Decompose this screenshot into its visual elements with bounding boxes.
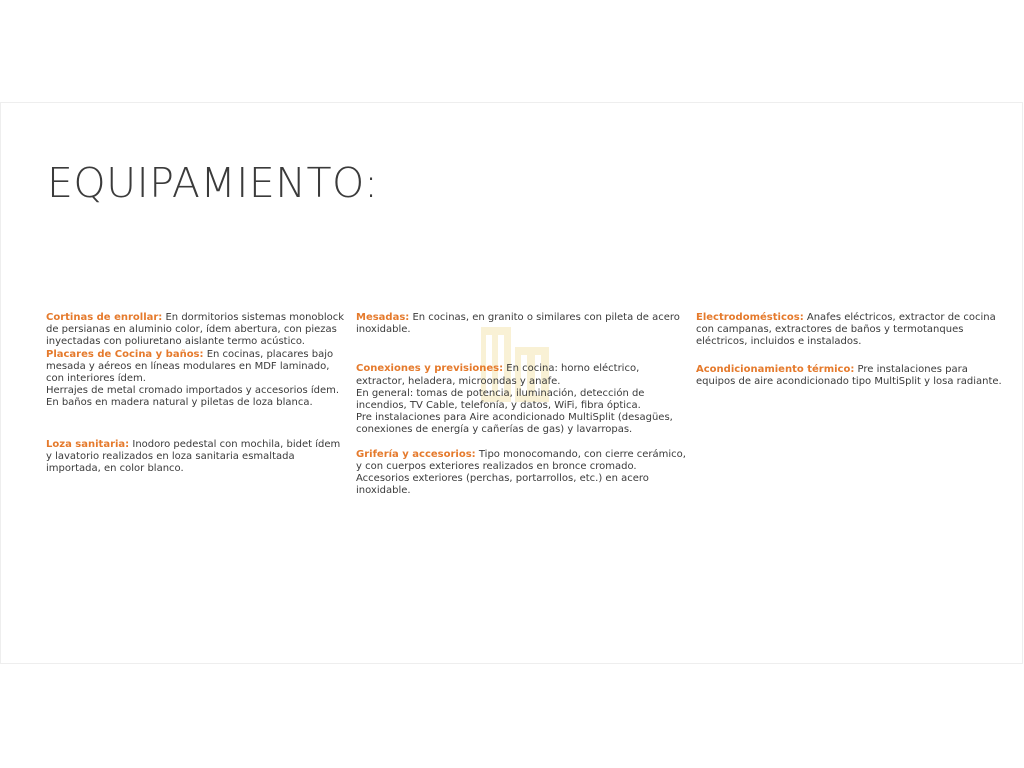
text-placares-1: En cocinas, placares bajo mesada y aéreos en líneas modulares en MDF laminado, con interiores ídem. [46, 348, 334, 385]
heading-conexiones: Conexiones y previsiones: [356, 363, 504, 375]
text-conexiones-2: En general: tomas de potencia, iluminación, detección de incendios, TV Cable, telefonía, y datos, WiFi, fibra óptica. [356, 387, 645, 412]
item-electrodomesticos [696, 312, 1006, 349]
text-cortinas: En dormitorios sistemas monoblock de persianas en aluminio color, ídem abertura, con piezas inyectadas con poliuretano aislante termo acústico. [46, 312, 345, 348]
text-electrodomesticos: Anafes eléctricos, extractor de cocina con campanas, extractores de baños y termotanques eléctricos, incluidos e instalados. [696, 312, 996, 348]
heading-mesadas: Mesadas: [356, 312, 410, 323]
slide [0, 102, 1023, 664]
column-left [46, 312, 346, 475]
item-conexiones [356, 363, 688, 436]
text-placares-3: En baños en madera natural y piletas de loza blanca. [46, 397, 313, 409]
text-placares-2: Herrajes de metal cromado importados y accesorios ídem. [46, 385, 340, 397]
text-acondicionamiento: Pre instalaciones para equipos de aire acondicionado tipo MultiSplit y losa radiante. [696, 363, 1002, 387]
text-conexiones-1: En cocina: horno eléctrico, extractor, heladera, microondas y anafe. [356, 363, 640, 387]
heading-electrodomesticos: Electrodomésticos: [696, 312, 804, 323]
item-placares [46, 349, 346, 410]
heading-loza: Loza sanitaria: [46, 438, 130, 450]
heading-cortinas: Cortinas de enrollar: [46, 312, 163, 323]
item-cortinas [46, 312, 346, 349]
heading-acondicionamiento: Acondicionamiento térmico: [696, 363, 855, 375]
text-griferia-1: Tipo monocomando, con cierre cerámico, y con cuerpos exteriores realizados en bronce cromado. [356, 448, 686, 472]
page-title: EQUIPAMIENTO: [47, 159, 379, 207]
text-loza: Inodoro pedestal con mochila, bidet ídem y lavatorio realizados en loza sanitaria esmaltada importada, en color blanco. [46, 438, 341, 475]
item-mesadas [356, 312, 688, 336]
item-loza [46, 439, 346, 476]
item-griferia [356, 449, 688, 498]
column-right [696, 312, 1006, 388]
text-mesadas: En cocinas, en granito o similares con pileta de acero inoxidable. [356, 312, 680, 336]
column-middle [356, 312, 688, 497]
text-conexiones-3: Pre instalaciones para Aire acondicionado MultiSplit (desagües, conexiones de energía y cañerías de gas) y lavarropas. [356, 412, 673, 436]
item-acondicionamiento [696, 364, 1006, 388]
heading-placares: Placares de Cocina y baños: [46, 348, 204, 360]
heading-griferia: Grifería y accesorios: [356, 448, 476, 460]
text-griferia-2: Accesorios exteriores (perchas, portarrollos, etc.) en acero inoxidable. [356, 473, 649, 497]
